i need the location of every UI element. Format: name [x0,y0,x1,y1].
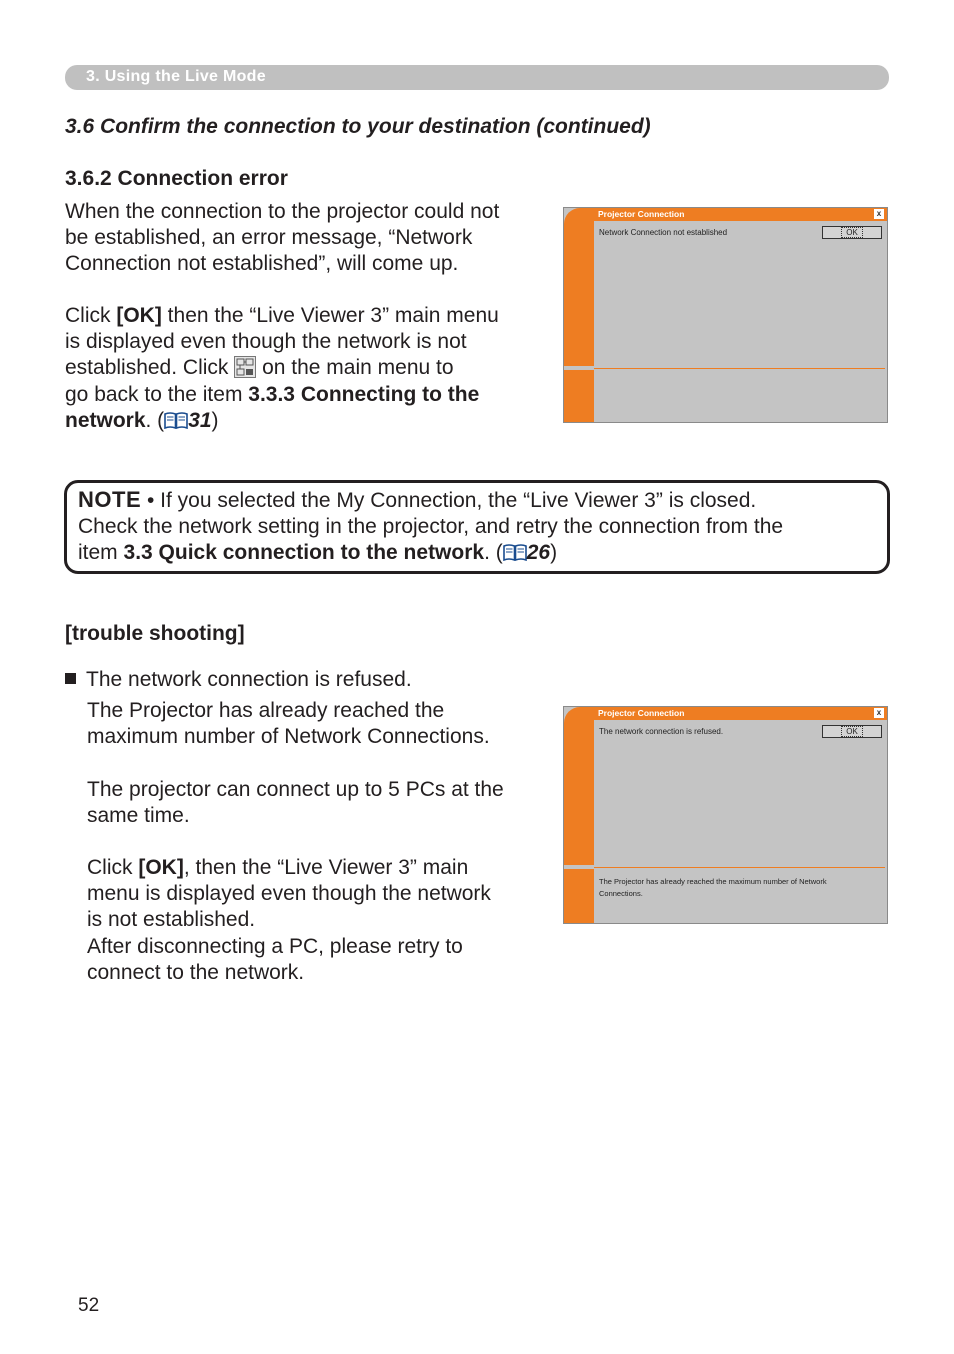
close-icon[interactable]: x [874,708,884,718]
chapter-header-bar [65,65,889,90]
connection-error-intro [65,199,545,278]
trouble-cause [87,698,547,750]
subsection-title: 3.6.2 Connection error [65,167,288,190]
dialog-message: Network Connection not established [599,228,728,237]
dialog-divider-line [594,867,885,868]
dialog-titlebar [594,707,887,720]
trouble-limit [87,777,557,829]
ok-button[interactable]: OK [822,226,882,239]
text-line: established. Click on the main menu to [65,356,454,380]
error-dialog-refused [563,706,888,924]
close-icon[interactable]: x [874,209,884,219]
text-line: Click [OK], then the “Live Viewer 3” main [87,856,469,879]
text-line: network. ( 31) [65,408,219,432]
text-line: When the connection to the projector could not [65,200,500,223]
note-box [64,480,890,574]
text-line: After disconnecting a PC, please retry to [87,934,463,958]
page-number: 52 [78,1295,100,1316]
connection-menu-icon [234,356,256,378]
text-line: Click [OK] then the “Live Viewer 3” main menu [65,304,499,327]
dialog-title: Projector Connection [598,209,685,219]
note-label: NOTE [78,487,142,512]
chapter-header-label: 3. Using the Live Mode [86,68,266,85]
book-reference-icon [503,542,527,559]
ok-button[interactable]: OK [822,725,882,738]
dialog-divider-line [594,368,885,369]
text-line: same time. [87,804,190,828]
error-dialog-not-established [563,207,888,423]
text-line: menu is displayed even though the network [87,882,491,906]
text-line: go back to the item 3.3.3 Connecting to the [65,382,480,406]
dialog-titlebar [594,208,887,221]
trouble-bullet: The network connection is refused. [65,667,412,693]
text-line: Connection not established”, will come up. [65,252,459,276]
dialog-side-panel-bottom [564,370,594,423]
text-line: maximum number of Network Connections. [87,725,490,749]
connection-error-instructions [65,303,555,434]
trouble-shooting-heading: [trouble shooting] [65,622,245,645]
book-reference-icon [164,410,188,427]
text-line: Check the network setting in the projector, and retry the connection from the [78,515,784,539]
text-line: is displayed even though the network is not [65,330,467,354]
text-line: item 3.3 Quick connection to the network. ( 26) [78,541,558,565]
text-line: The Projector has already reached the [87,699,445,722]
text-line: is not established. [87,908,256,932]
text-line: connect to the network. [87,960,305,984]
dialog-status-message: The Projector has already reached the maximum number of Network Connections. [599,877,827,898]
text-line: The projector can connect up to 5 PCs at the [87,778,504,801]
note-text [78,487,879,567]
trouble-remedy [87,855,547,986]
dialog-side-panel-bottom [564,869,594,924]
dialog-title: Projector Connection [598,708,685,718]
dialog-message: The network connection is refused. [599,727,724,736]
text-line: be established, an error message, “Network [65,226,473,250]
text-line: NOTE • If you selected the My Connection, the “Live Viewer 3” is closed. [78,487,757,512]
square-bullet-icon [65,673,76,684]
section-title: 3.6 Confirm the connection to your destination (continued) [65,115,651,138]
page-reference[interactable]: 26 [526,541,551,565]
page-reference[interactable]: 31 [188,408,212,432]
